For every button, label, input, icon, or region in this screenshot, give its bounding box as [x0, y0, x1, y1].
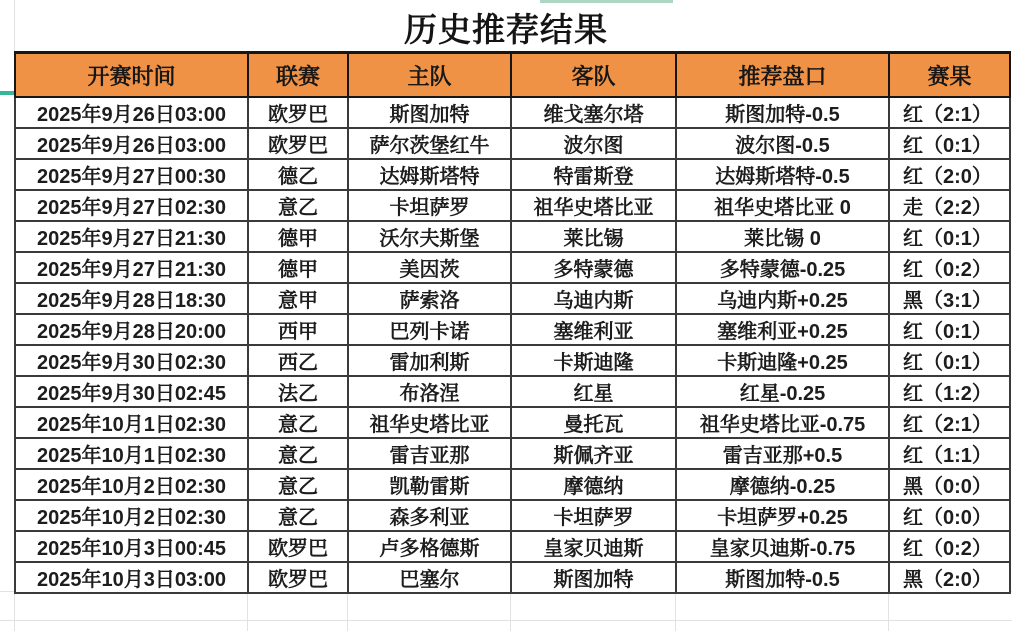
- cell-match-time[interactable]: 2025年9月26日03:00: [15, 97, 248, 128]
- cell-result[interactable]: 红（0:2）: [889, 252, 1010, 283]
- table-row: [15, 407, 1010, 438]
- cell-handicap[interactable]: 雷吉亚那+0.5: [676, 438, 889, 469]
- cell-home-team[interactable]: 巴列卡诺: [348, 314, 511, 345]
- cell-handicap[interactable]: 莱比锡 0: [676, 221, 889, 252]
- cell-result[interactable]: 红（1:1）: [889, 438, 1010, 469]
- cell-league[interactable]: 德乙: [248, 159, 348, 190]
- cell-handicap[interactable]: 多特蒙德-0.25: [676, 252, 889, 283]
- cell-handicap[interactable]: 波尔图-0.5: [676, 128, 889, 159]
- cell-home-team[interactable]: 斯图加特: [348, 97, 511, 128]
- cell-home-team[interactable]: 凯勒雷斯: [348, 469, 511, 500]
- cell-match-time[interactable]: 2025年9月27日21:30: [15, 221, 248, 252]
- cell-home-team[interactable]: 巴塞尔: [348, 562, 511, 593]
- cell-away-team[interactable]: 莱比锡: [511, 221, 676, 252]
- table-row: [15, 345, 1010, 376]
- cell-handicap[interactable]: 卡坦萨罗+0.25: [676, 500, 889, 531]
- cell-home-team[interactable]: 森多利亚: [348, 500, 511, 531]
- table-row: [15, 221, 1010, 252]
- cell-result[interactable]: 红（0:1）: [889, 128, 1010, 159]
- cell-home-team[interactable]: 萨尔茨堡红牛: [348, 128, 511, 159]
- cell-result[interactable]: 走（2:2）: [889, 190, 1010, 221]
- cell-handicap[interactable]: 皇家贝迪斯-0.75: [676, 531, 889, 562]
- cell-home-team[interactable]: 雷吉亚那: [348, 438, 511, 469]
- cell-result[interactable]: 红（0:1）: [889, 221, 1010, 252]
- table-row: [15, 376, 1010, 407]
- table-row: [15, 190, 1010, 221]
- cell-result[interactable]: 红（1:2）: [889, 376, 1010, 407]
- cell-handicap[interactable]: 达姆斯塔特-0.5: [676, 159, 889, 190]
- page-title: 历史推荐结果: [404, 11, 608, 48]
- cell-league[interactable]: 欧罗巴: [248, 97, 348, 128]
- cell-away-team[interactable]: 多特蒙德: [511, 252, 676, 283]
- cell-away-team[interactable]: 特雷斯登: [511, 159, 676, 190]
- cell-handicap[interactable]: 塞维利亚+0.25: [676, 314, 889, 345]
- cell-handicap[interactable]: 斯图加特-0.5: [676, 97, 889, 128]
- cell-handicap[interactable]: 祖华史塔比亚-0.75: [676, 407, 889, 438]
- cell-league[interactable]: 欧罗巴: [248, 531, 348, 562]
- cell-away-team[interactable]: 乌迪内斯: [511, 283, 676, 314]
- cell-handicap[interactable]: 祖华史塔比亚 0: [676, 190, 889, 221]
- column-header-home[interactable]: 主队: [348, 53, 511, 98]
- cell-match-time[interactable]: 2025年9月30日02:45: [15, 376, 248, 407]
- cell-match-time[interactable]: 2025年9月26日03:00: [15, 128, 248, 159]
- cell-league[interactable]: 意乙: [248, 500, 348, 531]
- column-header-league[interactable]: 联赛: [248, 53, 348, 98]
- cell-league[interactable]: 西乙: [248, 345, 348, 376]
- cell-result[interactable]: 黑（0:0）: [889, 469, 1010, 500]
- left-selection-indicator: [0, 91, 14, 95]
- cell-league[interactable]: 德甲: [248, 252, 348, 283]
- cell-league[interactable]: 意甲: [248, 283, 348, 314]
- cell-result[interactable]: 红（0:0）: [889, 500, 1010, 531]
- cell-match-time[interactable]: 2025年10月2日02:30: [15, 469, 248, 500]
- table-row: [15, 438, 1010, 469]
- cell-result[interactable]: 黑（2:0）: [889, 562, 1010, 593]
- cell-league[interactable]: 意乙: [248, 190, 348, 221]
- cell-away-team[interactable]: 斯图加特: [511, 562, 676, 593]
- cell-away-team[interactable]: 卡斯迪隆: [511, 345, 676, 376]
- cell-home-team[interactable]: 祖华史塔比亚: [348, 407, 511, 438]
- cell-away-team[interactable]: 曼托瓦: [511, 407, 676, 438]
- cell-away-team[interactable]: 卡坦萨罗: [511, 500, 676, 531]
- table-row: [15, 283, 1010, 314]
- cell-match-time[interactable]: 2025年10月3日00:45: [15, 531, 248, 562]
- cell-result[interactable]: 红（0:1）: [889, 345, 1010, 376]
- cell-result[interactable]: 红（2:0）: [889, 159, 1010, 190]
- cell-league[interactable]: 西甲: [248, 314, 348, 345]
- cell-match-time[interactable]: 2025年9月27日02:30: [15, 190, 248, 221]
- column-header-time[interactable]: 开赛时间: [15, 53, 248, 98]
- cell-away-team[interactable]: 祖华史塔比亚: [511, 190, 676, 221]
- cell-away-team[interactable]: 摩德纳: [511, 469, 676, 500]
- cell-away-team[interactable]: 红星: [511, 376, 676, 407]
- cell-handicap[interactable]: 斯图加特-0.5: [676, 562, 889, 593]
- table-row: [15, 97, 1010, 128]
- column-header-result[interactable]: 赛果: [889, 53, 1010, 98]
- cell-match-time[interactable]: 2025年9月30日02:30: [15, 345, 248, 376]
- column-header-away[interactable]: 客队: [511, 53, 676, 98]
- cell-home-team[interactable]: 布洛涅: [348, 376, 511, 407]
- cell-league[interactable]: 欧罗巴: [248, 562, 348, 593]
- cell-away-team[interactable]: 维戈塞尔塔: [511, 97, 676, 128]
- cell-home-team[interactable]: 沃尔夫斯堡: [348, 221, 511, 252]
- cell-home-team[interactable]: 卡坦萨罗: [348, 190, 511, 221]
- cell-league[interactable]: 意乙: [248, 469, 348, 500]
- cell-result[interactable]: 黑（3:1）: [889, 283, 1010, 314]
- cell-handicap[interactable]: 红星-0.25: [676, 376, 889, 407]
- cell-match-time[interactable]: 2025年10月3日03:00: [15, 562, 248, 593]
- cell-match-time[interactable]: 2025年9月28日20:00: [15, 314, 248, 345]
- cell-handicap[interactable]: 乌迪内斯+0.25: [676, 283, 889, 314]
- table-row: [15, 314, 1010, 345]
- cell-match-time[interactable]: 2025年10月1日02:30: [15, 438, 248, 469]
- cell-league[interactable]: 法乙: [248, 376, 348, 407]
- table-row: [15, 469, 1010, 500]
- cell-league[interactable]: 意乙: [248, 438, 348, 469]
- cell-result[interactable]: 红（2:1）: [889, 97, 1010, 128]
- cell-result[interactable]: 红（2:1）: [889, 407, 1010, 438]
- cell-handicap[interactable]: 卡斯迪隆+0.25: [676, 345, 889, 376]
- cell-home-team[interactable]: 卢多格德斯: [348, 531, 511, 562]
- cell-match-time[interactable]: 2025年9月27日21:30: [15, 252, 248, 283]
- cell-home-team[interactable]: 萨索洛: [348, 283, 511, 314]
- cell-match-time[interactable]: 2025年10月2日02:30: [15, 500, 248, 531]
- cell-match-time[interactable]: 2025年9月27日00:30: [15, 159, 248, 190]
- cell-league[interactable]: 意乙: [248, 407, 348, 438]
- cell-league[interactable]: 德甲: [248, 221, 348, 252]
- cell-result[interactable]: 红（0:1）: [889, 314, 1010, 345]
- cell-home-team[interactable]: 美因茨: [348, 252, 511, 283]
- cell-away-team[interactable]: 皇家贝迪斯: [511, 531, 676, 562]
- cell-handicap[interactable]: 摩德纳-0.25: [676, 469, 889, 500]
- cell-home-team[interactable]: 雷加利斯: [348, 345, 511, 376]
- table-row: [15, 562, 1010, 593]
- cell-away-team[interactable]: 波尔图: [511, 128, 676, 159]
- cell-league[interactable]: 欧罗巴: [248, 128, 348, 159]
- cell-match-time[interactable]: 2025年10月1日02:30: [15, 407, 248, 438]
- table-row: [15, 252, 1010, 283]
- table-row: [15, 531, 1010, 562]
- cell-away-team[interactable]: 斯佩齐亚: [511, 438, 676, 469]
- cell-away-team[interactable]: 塞维利亚: [511, 314, 676, 345]
- cell-home-team[interactable]: 达姆斯塔特: [348, 159, 511, 190]
- table-row: [15, 159, 1010, 190]
- table-row: [15, 500, 1010, 531]
- cell-match-time[interactable]: 2025年9月28日18:30: [15, 283, 248, 314]
- top-selection-indicator: [540, 0, 673, 3]
- table-row: [15, 128, 1010, 159]
- results-table: [14, 51, 1011, 594]
- cell-result[interactable]: 红（0:2）: [889, 531, 1010, 562]
- header-row: [15, 53, 1010, 98]
- column-header-handicap[interactable]: 推荐盘口: [676, 53, 889, 98]
- grid-line: [0, 620, 1012, 621]
